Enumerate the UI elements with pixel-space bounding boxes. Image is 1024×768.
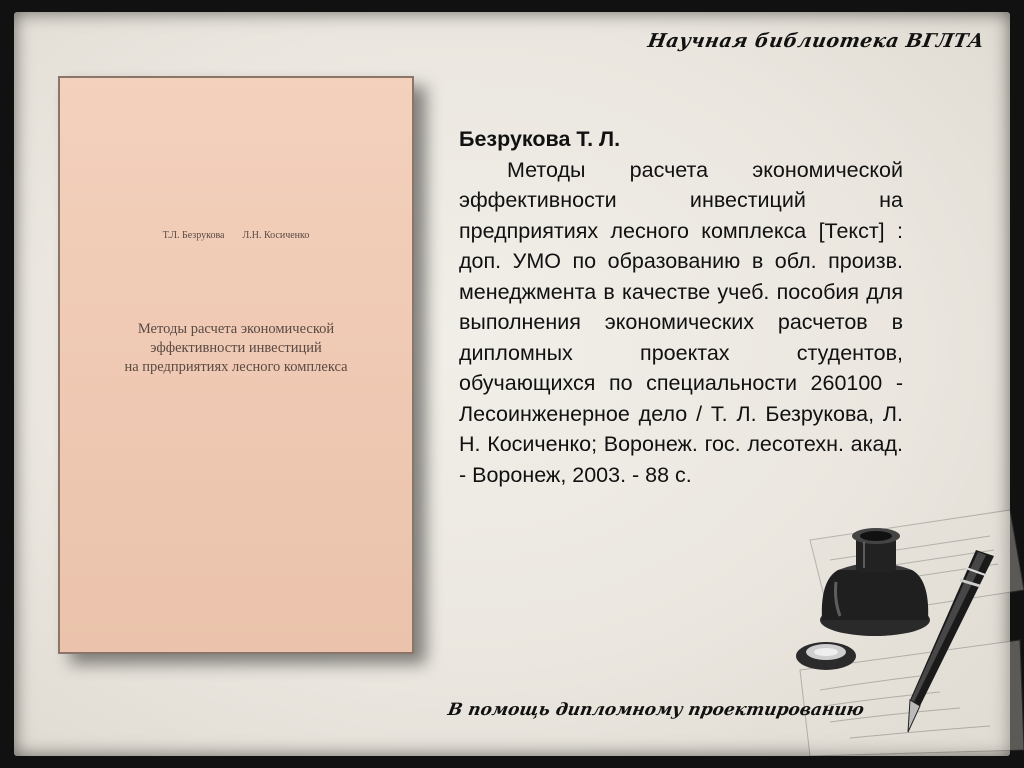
book-cover-author-2: Л.Н. Косиченко [242,230,310,241]
book-cover-title [90,320,382,377]
book-cover-author-1: Т.Л. Безрукова [162,230,225,241]
book-cover-title-line: эффективности инвестиций [150,340,322,356]
record-author: Безрукова Т. Л. [459,127,621,151]
book-cover-authors [60,230,412,241]
library-name: Научная библиотека ВГЛТА [645,30,986,52]
book-cover-title-line: Методы расчета экономической [137,321,335,337]
bibliographic-record [459,124,903,490]
footer-caption: В помощь дипломному проектированию [446,700,866,720]
book-cover-title-line: на предприятиях лесного комплекса [124,359,348,375]
book-cover [58,76,414,654]
record-description: Методы расчета экономической эффективности инвестиций на предприятиях лесного комплекса [Текст] : доп. УМО по образованию в обл. произв. менеджмента в качестве учеб. пособия для выполнения экономических расчетов в дипломных проектах студентов, обучающихся по специальности 260100 - Лесоинженерное дело / Т. Л. Безрукова, Л. Н. Косиченко; Воронеж. гос. лесотехн. акад. - Воронеж, 2003. - 88 с. [459,157,903,487]
